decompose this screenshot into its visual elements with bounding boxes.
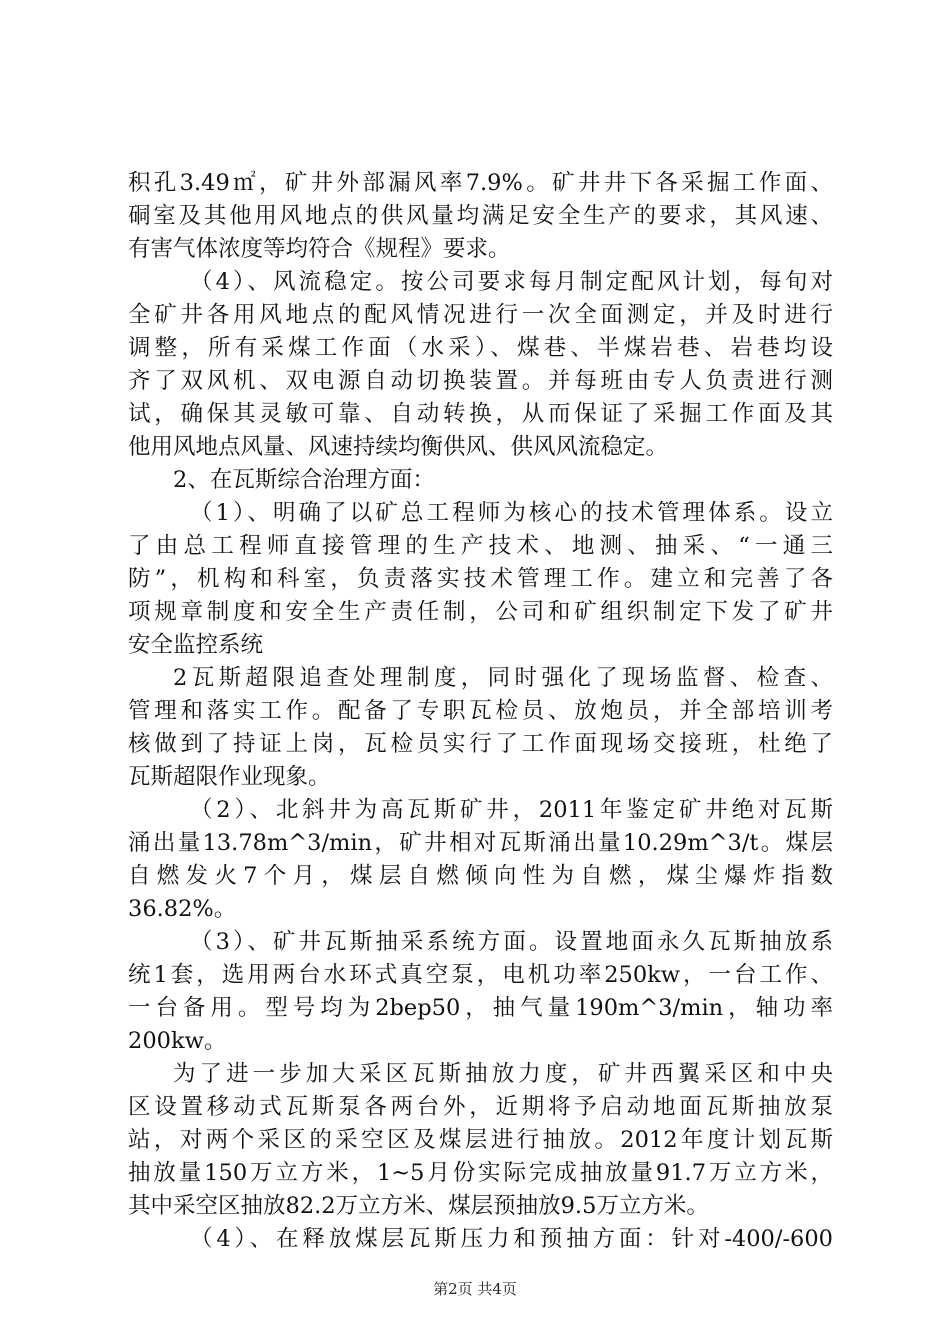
text-line: 安全监控系统 <box>128 632 264 658</box>
text-line: 抽放量150万立方米，1~5月份实际完成抽放量91.7万立方米， <box>128 1160 833 1186</box>
document-body <box>128 167 833 1256</box>
text-line: 他用风地点风量、风速持续均衡供风、供风风流稳定。 <box>128 434 669 460</box>
text-line: 涌出量13.78m^3/min，矿井相对瓦斯涌出量10.29m^3/t。煤层 <box>128 830 833 856</box>
text-line: 齐了双风机、双电源自动切换装置。并每班由专人负责进行测 <box>128 368 833 394</box>
text-line: 全矿井各用风地点的配风情况进行一次全面测定，并及时进行 <box>128 302 833 328</box>
text-line: 核做到了持证上岗，瓦检员实行了工作面现场交接班，杜绝了 <box>128 731 833 757</box>
text-line: 硐室及其他用风地点的供风量均满足安全生产的要求，其风速、 <box>128 203 833 229</box>
text-line: 为了进一步加大采区瓦斯抽放力度，矿井西翼采区和中央 <box>173 1061 833 1087</box>
text-line: 自燃发火7个月，煤层自燃倾向性为自燃，煤尘爆炸指数 <box>128 863 833 889</box>
text-line: （4）、在释放煤层瓦斯压力和预抽方面：针对-400/-600 <box>190 1226 833 1252</box>
text-line: 2、在瓦斯综合治理方面： <box>173 467 435 493</box>
page-footer: 第2页 共4页 <box>433 1280 517 1298</box>
text-line: 了由总工程师直接管理的生产技术、地测、抽采、“一通三 <box>128 533 833 559</box>
text-line: （4）、风流稳定。按公司要求每月制定配风计划，每旬对 <box>190 269 833 295</box>
text-line: 36.82%。 <box>128 896 237 922</box>
text-line: 站，对两个采区的采空区及煤层进行抽放。2012年度计划瓦斯 <box>128 1127 833 1153</box>
text-line: 2瓦斯超限追查处理制度，同时强化了现场监督、检查、 <box>173 665 833 691</box>
text-line: 积孔3.49㎡，矿井外部漏风率7.9%。矿井井下各采掘工作面、 <box>128 170 833 196</box>
text-line: 防”，机构和科室，负责落实技术管理工作。建立和完善了各 <box>128 566 833 592</box>
text-line: 区设置移动式瓦斯泵各两台外，近期将予启动地面瓦斯抽放泵 <box>128 1094 833 1120</box>
text-line: 一台备用。型号均为2bep50，抽气量190m^3/min，轴功率 <box>128 995 833 1021</box>
text-line: 调整，所有采煤工作面（水采）、煤巷、半煤岩巷、岩巷均设 <box>128 335 833 361</box>
text-line: 试，确保其灵敏可靠、自动转换，从而保证了采掘工作面及其 <box>128 401 833 427</box>
text-line: 瓦斯超限作业现象。 <box>128 764 331 790</box>
text-line: 项规章制度和安全生产责任制，公司和矿组织制定下发了矿井 <box>128 599 833 625</box>
text-line: 有害气体浓度等均符合《规程》要求。 <box>128 236 511 262</box>
text-line: 统1套，选用两台水环式真空泵，电机功率250kw，一台工作、 <box>128 962 833 988</box>
text-line: （3）、矿井瓦斯抽采系统方面。设置地面永久瓦斯抽放系 <box>190 929 833 955</box>
text-line: （2）、北斜井为高瓦斯矿井，2011年鉴定矿井绝对瓦斯 <box>190 797 833 823</box>
text-line: （1）、明确了以矿总工程师为核心的技术管理体系。设立 <box>190 500 833 526</box>
text-line: 其中采空区抽放82.2万立方米、煤层预抽放9.5万立方米。 <box>128 1193 709 1219</box>
text-line: 200kw。 <box>128 1028 227 1054</box>
text-line: 管理和落实工作。配备了专职瓦检员、放炮员，并全部培训考 <box>128 698 833 724</box>
